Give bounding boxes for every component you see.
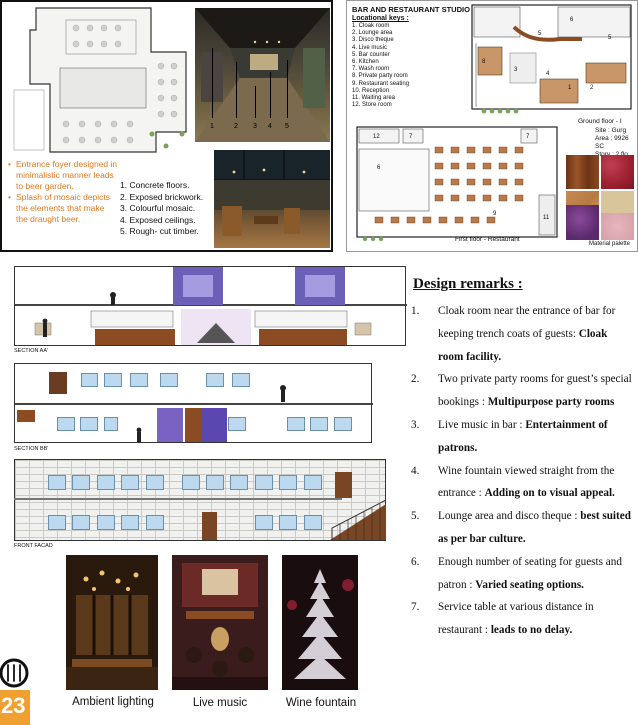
remark-text: Service table at various distance in restaurant : <box>438 601 594 637</box>
ambient-lighting-caption: Ambient lighting <box>72 696 154 708</box>
section-window <box>228 417 246 431</box>
callout-line <box>255 86 256 118</box>
live-music-photo <box>172 555 268 690</box>
callout-line <box>236 62 237 118</box>
section-window <box>130 373 148 387</box>
legend-item: 10. Reception <box>352 87 390 94</box>
callout-number: 4 <box>268 123 272 130</box>
remark-highlight: Adding on to visual appeal. <box>484 487 615 500</box>
legend-item: 4. Live music <box>352 44 388 51</box>
legend-item: 9. Restaurant seating <box>352 80 410 87</box>
facade-entrance-door <box>202 512 217 540</box>
first-floor-plan <box>355 125 560 243</box>
ambient-lighting-photo <box>66 555 158 690</box>
remark-highlight: Entertainment of patrons. <box>438 418 608 454</box>
facade-window <box>48 515 66 530</box>
legend-item: 11. Waiting area <box>352 95 396 102</box>
facade-window <box>72 475 90 490</box>
section-window <box>160 373 178 387</box>
facade-window <box>48 475 66 490</box>
remark-item <box>411 414 635 460</box>
locational-legend <box>352 23 409 109</box>
facade-window <box>304 475 322 490</box>
plan-number: 5 <box>538 31 542 37</box>
remark-number: 1. <box>411 305 420 317</box>
plan-number: 7 <box>526 134 530 140</box>
plan-number: 6 <box>570 17 574 23</box>
foyer-interior-photo <box>195 8 330 142</box>
wine-fountain-photo <box>282 555 358 690</box>
site-info-line: Area : 9926 SC <box>595 135 629 150</box>
section-window <box>232 373 250 387</box>
section-window <box>80 417 98 431</box>
legend-item: 1. Cloak room <box>352 23 390 29</box>
live-music-caption: Live music <box>192 697 248 709</box>
feature-item: 2. Exposed brickwork. <box>120 191 204 202</box>
plan-number: 5 <box>608 35 612 41</box>
facade-window <box>206 475 224 490</box>
facade-window <box>121 515 139 530</box>
facade-floor-line <box>14 498 342 500</box>
remark-item <box>411 368 635 414</box>
plan-number: 2 <box>590 85 594 91</box>
remark-item <box>411 505 635 551</box>
remark-item <box>411 596 635 642</box>
callout-number: 2 <box>234 123 238 130</box>
fabric-red-swatch <box>601 155 634 189</box>
facade-window <box>97 515 115 530</box>
section-aa-drawing <box>14 266 406 346</box>
remark-number: 5. <box>411 510 420 523</box>
remark-item <box>411 460 635 506</box>
wine-fountain-caption: Wine fountain <box>285 697 357 709</box>
section-window <box>104 373 122 387</box>
foyer-floor-plan <box>6 6 190 154</box>
remark-number: 4. <box>411 464 420 477</box>
beer-garden-photo <box>214 150 330 248</box>
facade-upper-door <box>335 472 352 498</box>
entrance-foyer-panel <box>0 0 333 252</box>
remark-highlight: best suited as per bar culture. <box>438 510 631 545</box>
ground-floor-caption: Ground floor - I <box>578 118 622 125</box>
remark-number: 2. <box>411 373 420 386</box>
callout-line <box>270 72 271 118</box>
legend-item: 5. Bar counter <box>352 51 390 58</box>
legend-item: 3. Disco theque <box>352 37 394 44</box>
remark-text: Live music in bar : <box>438 418 526 431</box>
remark-highlight: leads to no delay. <box>490 624 573 637</box>
feature-item: 1. Concrete floors. <box>120 180 190 190</box>
remark-number: 6. <box>411 555 420 568</box>
remark-text: Enough number of seating for guests and patron : <box>438 555 622 591</box>
legend-item: 6. Kitchen <box>352 59 379 66</box>
remark-item <box>411 300 635 368</box>
remark-text: Wine fountain viewed straight from the entrance : <box>438 464 615 500</box>
section-window <box>310 417 328 431</box>
design-remarks-list <box>411 300 635 642</box>
facade-window <box>255 515 273 530</box>
facade-window <box>304 515 322 530</box>
legend-item: 12. Store room <box>352 102 392 109</box>
section-window <box>57 417 75 431</box>
facade-window <box>279 515 297 530</box>
section-window <box>334 417 352 431</box>
plan-number: 3 <box>514 67 518 73</box>
material-features-list <box>120 180 203 238</box>
plan-number: 12 <box>373 134 380 140</box>
plan-number: 8 <box>482 59 486 65</box>
legend-title: Locational keys : <box>352 15 409 22</box>
remark-highlight: Varied seating options. <box>475 578 584 591</box>
fabric-pink-swatch <box>601 213 634 240</box>
plan-number: 7 <box>409 134 413 140</box>
callout-number: 1 <box>210 123 214 130</box>
facade-window <box>72 515 90 530</box>
remark-text: Lounge area and disco theque : <box>438 510 581 523</box>
section-bb-label: SECTION BB' <box>14 446 49 452</box>
facade-window <box>230 475 248 490</box>
plan-number: 6 <box>377 165 381 171</box>
fabric-purple-swatch <box>566 205 599 240</box>
foyer-notes <box>8 159 118 225</box>
legend-item: 7. Wash room <box>352 66 390 73</box>
section-aa-label: SECTION AA' <box>14 348 49 354</box>
facade-window <box>97 475 115 490</box>
callout-line <box>287 60 288 118</box>
front-facade-label: FRONT FACAD <box>14 543 53 549</box>
remark-highlight: Multipurpose party rooms <box>487 396 615 409</box>
remark-text: Two private party rooms for guest’s special bookings : <box>438 373 632 409</box>
remark-number: 3. <box>411 418 420 431</box>
remark-number: 7. <box>411 601 420 614</box>
section-bb-drawing <box>14 363 372 443</box>
plan-number: 9 <box>493 211 497 217</box>
callout-number: 3 <box>253 123 257 130</box>
plan-number: 11 <box>543 215 550 221</box>
callout-line <box>212 48 213 118</box>
facade-window <box>182 475 200 490</box>
foyer-note: • Splash of mosaic depicts the elements that make the draught beer. <box>8 192 118 225</box>
facade-window <box>146 475 164 490</box>
legend-item: 8. Private party room <box>352 73 408 80</box>
remark-highlight: Cloak room facility. <box>438 327 608 363</box>
callout-number: 5 <box>285 123 289 130</box>
plan-number: 1 <box>568 85 572 91</box>
plan-number: 4 <box>546 71 550 77</box>
feature-item: 3. Colourful mosaic. <box>120 203 196 213</box>
section-window <box>206 373 224 387</box>
facade-stair-railing <box>330 498 388 542</box>
page-badge <box>0 657 30 725</box>
section-window <box>287 417 305 431</box>
remark-item <box>411 551 635 597</box>
section-window <box>104 417 118 431</box>
facade-window <box>279 475 297 490</box>
legend-item: 2. Lounge area <box>352 30 393 37</box>
design-remarks-title: Design remarks : <box>413 276 523 292</box>
remark-text: Cloak room near the entrance of bar for keeping trench coats of guests: <box>438 305 616 340</box>
page-number: 23 <box>1 693 26 718</box>
facade-window <box>255 475 273 490</box>
wood-swatch <box>566 155 599 189</box>
feature-item: 4. Exposed ceilings. <box>120 214 196 225</box>
studio-title: BAR AND RESTAURANT STUDIO <box>352 5 470 14</box>
facade-window <box>146 515 164 530</box>
first-floor-caption: First floor - Restaurant <box>455 236 520 243</box>
section-window <box>81 373 98 387</box>
feature-item: 5. Rough- cut timber. <box>120 226 199 236</box>
site-info-line: Site : Gurg <box>595 127 627 134</box>
material-palette-caption: Material palette <box>589 241 631 247</box>
ground-floor-plan <box>470 3 633 115</box>
foyer-note: • Entrance foyer designed in minimalistic manner leads to beer garden. <box>8 159 118 192</box>
facade-window <box>121 475 139 490</box>
